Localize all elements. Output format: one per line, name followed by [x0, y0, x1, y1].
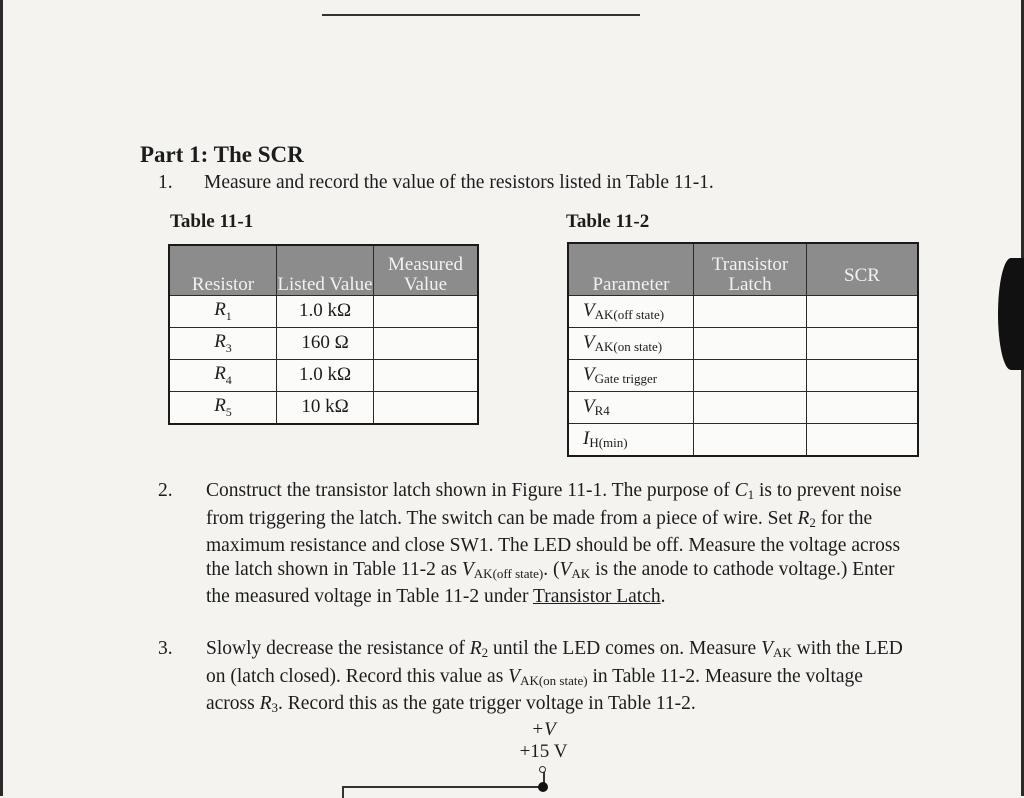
table-row	[169, 295, 478, 327]
supply-voltage: +15 V	[519, 741, 568, 762]
listed-value-cell: 10 kΩ	[277, 391, 374, 424]
step-text: Measure and record the value of the resistors listed in Table 11-1.	[204, 172, 714, 193]
col-header-transistor-latch: Transistor Latch	[694, 243, 807, 295]
page-edge-left	[0, 0, 3, 796]
scr-value-cell[interactable]	[807, 327, 919, 359]
table-row	[169, 391, 478, 424]
listed-value-cell: 160 Ω	[277, 327, 374, 359]
col-header-resistor: Resistor	[169, 245, 277, 295]
circuit-wire	[342, 786, 543, 788]
part-title: Part 1: The SCR	[140, 142, 304, 167]
resistor-cell: $R_1$	[169, 295, 277, 327]
resistor-cell: $R_3$	[169, 327, 277, 359]
col-header-measured-value: Measured Value	[374, 245, 479, 295]
parameter-cell: $V_{R4}$	[568, 391, 694, 423]
scr-value-cell[interactable]	[807, 359, 919, 391]
parameter-cell: $V_{Gate trigger}$	[568, 359, 694, 391]
table-row	[568, 423, 918, 456]
binding-shadow	[998, 258, 1024, 370]
parameter-cell: $V_{AK(on state)}$	[568, 327, 694, 359]
scr-value-cell[interactable]	[807, 391, 919, 423]
table-row	[169, 327, 478, 359]
latch-value-cell[interactable]	[694, 391, 807, 423]
measured-value-cell[interactable]	[374, 359, 479, 391]
table-row	[568, 391, 918, 423]
table-11-2	[567, 242, 919, 457]
step-number: 3.	[158, 638, 173, 659]
table-11-2-caption: Table 11-2	[566, 211, 650, 232]
step-number: 2.	[158, 480, 173, 501]
table-row	[568, 359, 918, 391]
table-11-1-caption: Table 11-1	[170, 211, 254, 232]
header-rule	[322, 14, 640, 16]
table-row	[568, 295, 918, 327]
parameter-cell: $V_{AK(off state)}$	[568, 295, 694, 327]
table-row	[169, 359, 478, 391]
col-header-scr: SCR	[807, 243, 919, 295]
col-header-parameter: Parameter	[568, 243, 694, 295]
junction-node-icon	[538, 782, 548, 792]
table-row	[568, 327, 918, 359]
resistor-cell: $R_5$	[169, 391, 277, 424]
step-text: Slowly decrease the resistance of $R_2$ until the LED comes on. Measure $V_{AK}$ with the LED on (latch closed). Record this value as $V_{AK(on state)}$ in Table 11-2. Measure the voltage across $R_3$. Record this as the gate trigger voltage in Table 11-2.	[206, 638, 903, 715]
step-number: 1.	[158, 172, 173, 193]
listed-value-cell: 1.0 kΩ	[277, 295, 374, 327]
step-text: Construct the transistor latch shown in Figure 11-1. The purpose of $C_1$ is to prevent noise from triggering the latch. The switch can be made from a piece of wire. Set $R_2$ for the maximum resistance and close SW1. The LED should be off. Measure the voltage across the latch shown in Table 11-2 as $V_{AK(off state)}$. ($V_{AK}$ is the anode to cathode voltage.) Enter the measured voltage in Table 11-2 under Transistor Latch.	[206, 480, 902, 607]
measured-value-cell[interactable]	[374, 391, 479, 424]
resistor-cell: $R_4$	[169, 359, 277, 391]
listed-value-cell: 1.0 kΩ	[277, 359, 374, 391]
scr-value-cell[interactable]	[807, 423, 919, 456]
latch-value-cell[interactable]	[694, 295, 807, 327]
scr-value-cell[interactable]	[807, 295, 919, 327]
latch-value-cell[interactable]	[694, 359, 807, 391]
supply-label: +V	[531, 719, 556, 740]
circuit-wire	[342, 786, 344, 798]
measured-value-cell[interactable]	[374, 295, 479, 327]
latch-value-cell[interactable]	[694, 423, 807, 456]
latch-value-cell[interactable]	[694, 327, 807, 359]
col-header-listed-value: Listed Value	[277, 245, 374, 295]
table-11-1	[168, 244, 479, 425]
measured-value-cell[interactable]	[374, 327, 479, 359]
parameter-cell: $I_{H(min)}$	[568, 423, 694, 456]
